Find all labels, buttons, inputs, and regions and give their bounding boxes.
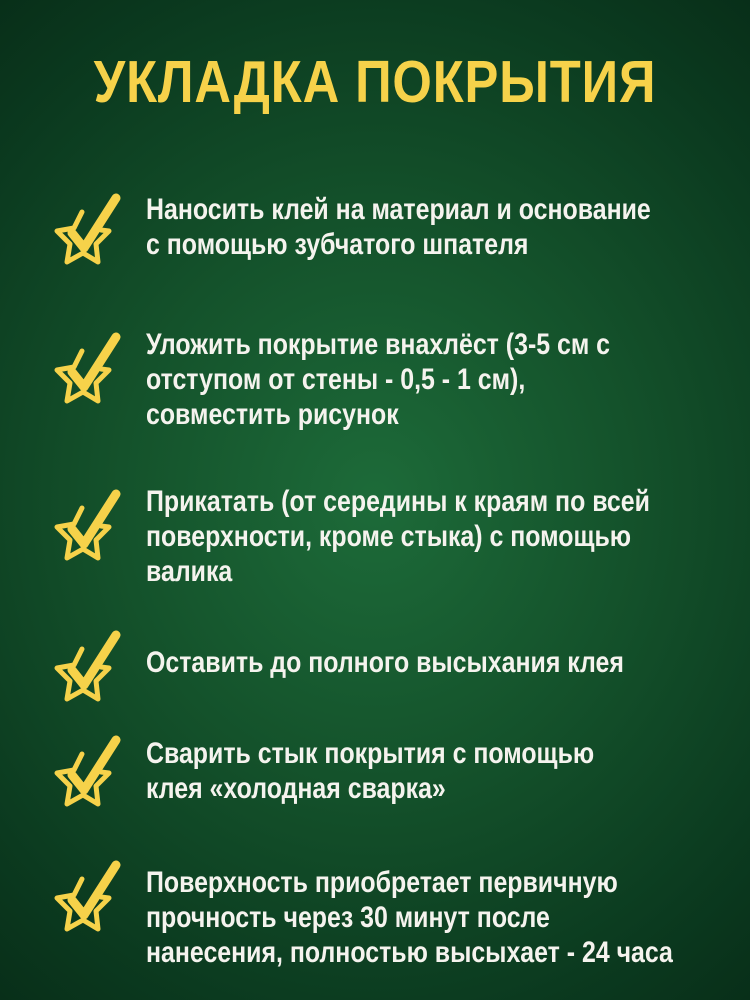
step-text <box>146 645 727 680</box>
star-check-icon <box>52 627 128 707</box>
step-text <box>146 484 727 589</box>
step-line: Наносить клей на материал и основание <box>146 193 651 226</box>
star-check-icon <box>52 857 128 937</box>
step-text <box>146 736 727 806</box>
step-text <box>146 192 727 262</box>
step-line: совместить рисунок <box>146 398 399 431</box>
step-line: валика <box>146 555 233 588</box>
step-line: прочность через 30 минут после <box>146 901 550 934</box>
star-check-icon <box>52 486 128 566</box>
star-check-icon <box>52 732 128 812</box>
step-line: клея «холодная сварка» <box>146 772 446 805</box>
step-line: Сварить стык покрытия с помощью <box>146 737 595 770</box>
step-text <box>146 327 727 432</box>
step-line: Оставить до полного высыхания клея <box>146 646 624 679</box>
step-line: с помощью зубчатого шпателя <box>146 228 529 261</box>
star-check-icon <box>52 190 128 270</box>
star-check-icon <box>52 329 128 409</box>
step-line: нанесения, полностью высыхает - 24 часа <box>146 936 673 969</box>
page-title: УКЛАДКА ПОКРЫТИЯ <box>93 49 657 115</box>
step-line: Уложить покрытие внахлёст (3-5 см с <box>146 328 611 361</box>
step-line: поверхности, кроме стыка) с помощью <box>146 520 632 553</box>
step-text <box>146 865 727 970</box>
step-line: отступом от стены - 0,5 - 1 см), <box>146 363 526 396</box>
step-line: Прикатать (от середины к краям по всей <box>146 485 650 518</box>
step-line: Поверхность приобретает первичную <box>146 866 618 899</box>
